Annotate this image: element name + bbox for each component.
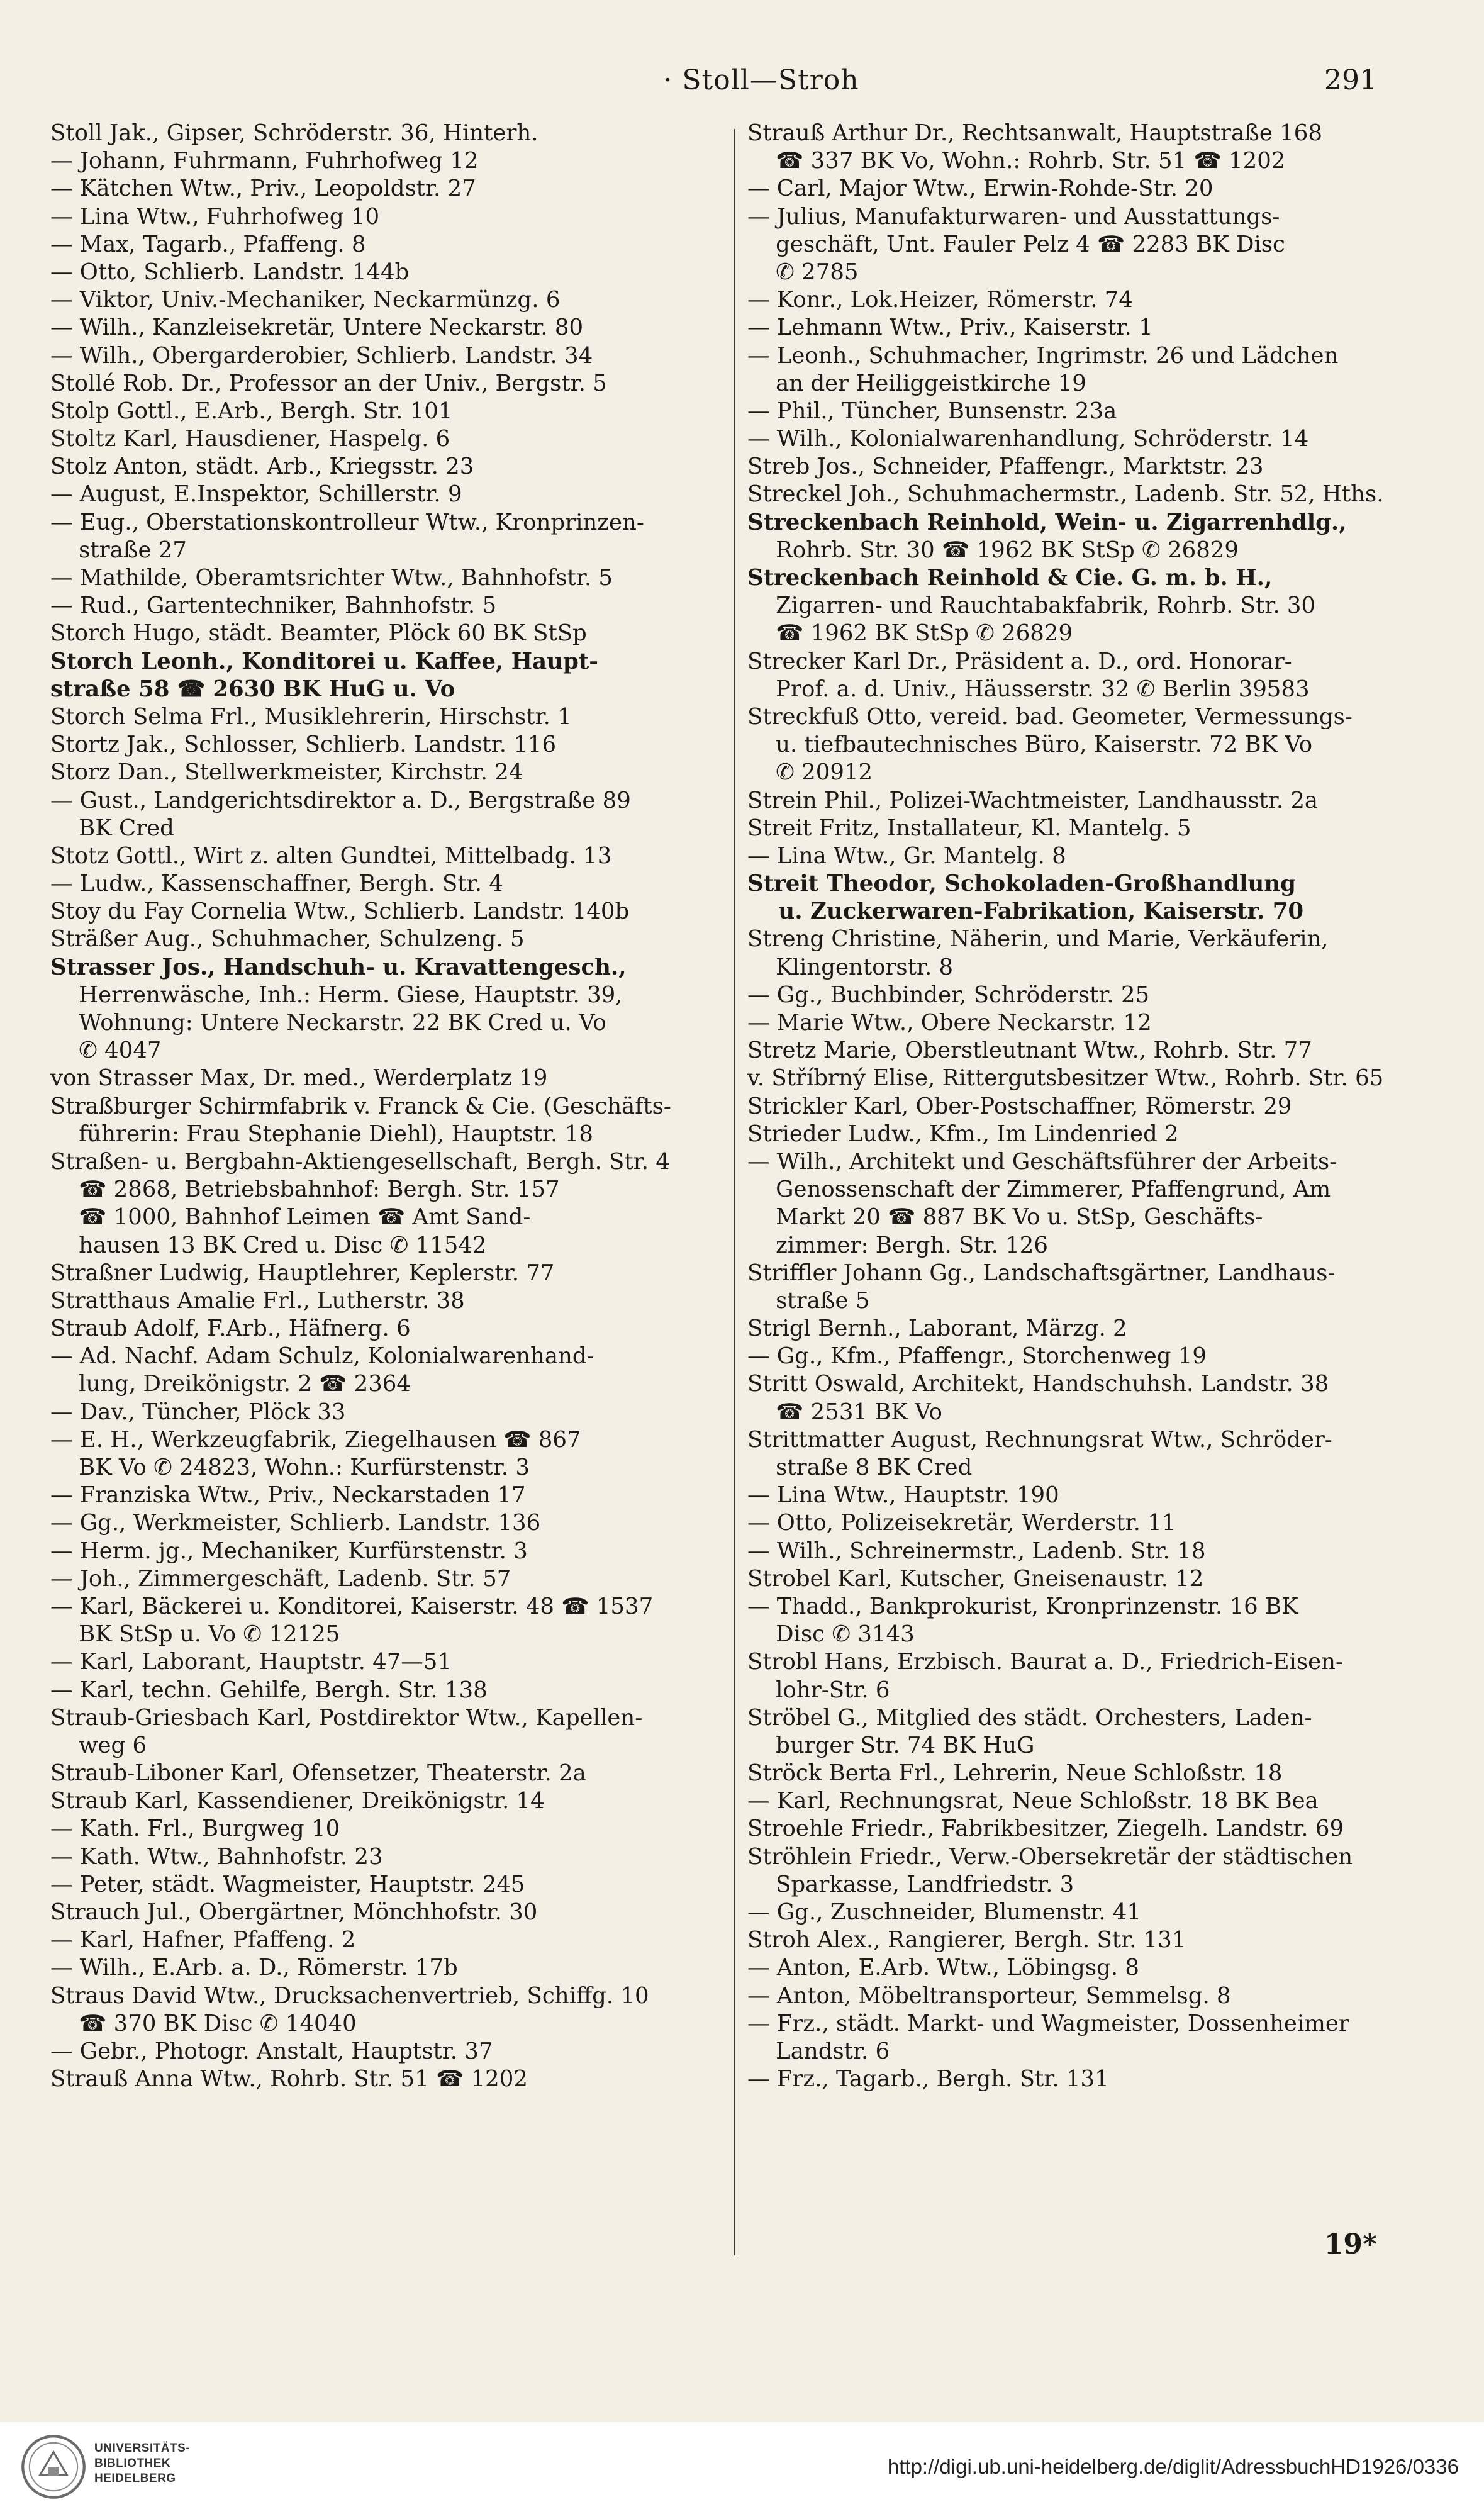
directory-entry: — Karl, Laborant, Hauptstr. 47—51 bbox=[50, 1649, 452, 1675]
directory-entry: — Joh., Zimmergeschäft, Ladenb. Str. 57 bbox=[50, 1565, 511, 1592]
page-number: 291 bbox=[1324, 64, 1377, 96]
directory-entry: Markt 20 ☎ 887 BK Vo u. StSp, Geschäfts- bbox=[747, 1204, 1263, 1231]
directory-entry: Ströck Berta Frl., Lehrerin, Neue Schloßstr. 18 bbox=[747, 1760, 1283, 1787]
directory-entry: Stolz Anton, städt. Arb., Kriegsstr. 23 bbox=[50, 454, 474, 480]
directory-entry: — Wilh., Architekt und Geschäftsführer der Arbeits- bbox=[747, 1148, 1337, 1175]
directory-entry: Strauch Jul., Obergärtner, Mönchhofstr. 30 bbox=[50, 1899, 538, 1925]
directory-entry: — Marie Wtw., Obere Neckarstr. 12 bbox=[747, 1010, 1152, 1036]
directory-entry: — Julius, Manufakturwaren- und Ausstattungs- bbox=[747, 203, 1280, 230]
directory-entry: — Eug., Oberstationskontrolleur Wtw., Kronprinzen- bbox=[50, 509, 644, 535]
directory-entry: ☎ 370 BK Disc ✆ 14040 bbox=[50, 2010, 357, 2036]
directory-entry: — Peter, städt. Wagmeister, Hauptstr. 245 bbox=[50, 1871, 525, 1897]
directory-entry: Strobl Hans, Erzbisch. Baurat a. D., Friedrich-Eisen- bbox=[747, 1649, 1343, 1675]
directory-entry: Strobel Karl, Kutscher, Gneisenaustr. 12 bbox=[747, 1565, 1204, 1592]
directory-entry: weg 6 bbox=[50, 1732, 147, 1758]
directory-entry: — August, E.Inspektor, Schillerstr. 9 bbox=[50, 481, 462, 508]
directory-entry: Strigl Bernh., Laborant, Märzg. 2 bbox=[747, 1316, 1127, 1342]
library-name bbox=[94, 2441, 190, 2486]
directory-entry: u. Zuckerwaren-Fabrikation, Kaiserstr. 70 bbox=[747, 898, 1304, 925]
directory-entry: führerin: Frau Stephanie Diehl), Hauptstr. 18 bbox=[50, 1120, 593, 1147]
directory-entry: — Gust., Landgerichtsdirektor a. D., Bergstraße 89 bbox=[50, 787, 631, 813]
library-line: UNIVERSITÄTS- bbox=[94, 2442, 191, 2455]
directory-entry: — Lina Wtw., Hauptstr. 190 bbox=[747, 1482, 1059, 1509]
directory-entry: straße 8 BK Cred bbox=[747, 1455, 973, 1480]
directory-entry: an der Heiliggeistkirche 19 bbox=[747, 370, 1086, 396]
directory-entry: Stoltz Karl, Hausdiener, Haspelg. 6 bbox=[50, 426, 450, 452]
directory-entry: — Lina Wtw., Gr. Mantelg. 8 bbox=[747, 842, 1066, 869]
directory-entry: Straßner Ludwig, Hauptlehrer, Keplerstr. 77 bbox=[50, 1260, 555, 1286]
directory-entry: ✆ 20912 bbox=[747, 759, 873, 786]
directory-entry: Wohnung: Untere Neckarstr. 22 BK Cred u. Vo bbox=[50, 1010, 606, 1036]
directory-entry: von Strasser Max, Dr. med., Werderplatz 19 bbox=[50, 1065, 548, 1092]
directory-entry: — Lina Wtw., Fuhrhofweg 10 bbox=[50, 203, 380, 230]
directory-entry: Stretz Marie, Oberstleutnant Wtw., Rohrb. Str. 77 bbox=[747, 1037, 1312, 1064]
directory-entry: Disc ✆ 3143 bbox=[747, 1621, 915, 1648]
directory-entry: — Wilh., Schreinermstr., Ladenb. Str. 18 bbox=[747, 1538, 1206, 1564]
directory-entry: Stroh Alex., Rangierer, Bergh. Str. 131 bbox=[747, 1927, 1186, 1953]
directory-entry: — Anton, Möbeltransporteur, Semmelsg. 8 bbox=[747, 1982, 1231, 2009]
library-line: BIBLIOTHEK bbox=[94, 2457, 171, 2470]
directory-entry: Strauß Anna Wtw., Rohrb. Str. 51 ☎ 1202 bbox=[50, 2066, 528, 2092]
directory-entry: — Mathilde, Oberamtsrichter Wtw., Bahnhofstr. 5 bbox=[50, 565, 613, 591]
directory-entry: — Karl, techn. Gehilfe, Bergh. Str. 138 bbox=[50, 1677, 488, 1703]
directory-entry: — Kätchen Wtw., Priv., Leopoldstr. 27 bbox=[50, 176, 476, 202]
directory-entry: Straub Karl, Kassendiener, Dreikönigstr. 14 bbox=[50, 1788, 545, 1814]
directory-entry: — Gg., Buchbinder, Schröderstr. 25 bbox=[747, 981, 1150, 1008]
directory-entry: ☎ 2531 BK Vo bbox=[747, 1399, 942, 1425]
directory-entry: BK Cred bbox=[50, 815, 174, 841]
directory-entry: Striffler Johann Gg., Landschaftsgärtner, Landhaus- bbox=[747, 1260, 1336, 1286]
running-head bbox=[0, 60, 1484, 111]
directory-entry: Ströhlein Friedr., Verw.-Obersekretär der städtischen bbox=[747, 1843, 1353, 1870]
directory-entry: Straßburger Schirmfabrik v. Franck & Cie. (Geschäfts- bbox=[50, 1093, 671, 1119]
directory-entry: — Gg., Kfm., Pfaffengr., Storchenweg 19 bbox=[747, 1343, 1207, 1370]
directory-entry: — Anton, E.Arb. Wtw., Löbingsg. 8 bbox=[747, 1955, 1139, 1981]
directory-entry: Storz Dan., Stellwerkmeister, Kirchstr. 24 bbox=[50, 759, 523, 786]
directory-entry: — Kath. Frl., Burgweg 10 bbox=[50, 1816, 340, 1842]
directory-entry: straße 58 ☎ 2630 BK HuG u. Vo bbox=[50, 676, 455, 702]
directory-entry: ☎ 1962 BK StSp ✆ 26829 bbox=[747, 620, 1073, 647]
directory-entry: lohr-Str. 6 bbox=[747, 1677, 890, 1703]
directory-entry: Prof. a. d. Univ., Häusserstr. 32 ✆ Berlin 39583 bbox=[747, 676, 1310, 702]
library-line: HEIDELBERG bbox=[94, 2472, 176, 2485]
directory-entry: — Rud., Gartentechniker, Bahnhofstr. 5 bbox=[50, 593, 497, 619]
directory-entry: Stoy du Fay Cornelia Wtw., Schlierb. Landstr. 140b bbox=[50, 898, 630, 925]
directory-entry: Storch Hugo, städt. Beamter, Plöck 60 BK StSp bbox=[50, 620, 587, 647]
directory-entry: Strittmatter August, Rechnungsrat Wtw., Schröder- bbox=[747, 1426, 1332, 1453]
directory-entry: Streckenbach Reinhold & Cie. G. m. b. H., bbox=[747, 565, 1273, 591]
directory-entry: Stoll Jak., Gipser, Schröderstr. 36, Hinterh. bbox=[50, 120, 538, 146]
directory-entry: — Wilh., Obergarderobier, Schlierb. Landstr. 34 bbox=[50, 342, 593, 369]
directory-entry: Ströbel G., Mitglied des städt. Orchesters, Laden- bbox=[747, 1704, 1312, 1731]
directory-entry: Streckfuß Otto, vereid. bad. Geometer, Vermessungs- bbox=[747, 703, 1353, 730]
directory-entry: Stollé Rob. Dr., Professor an der Univ., Bergstr. 5 bbox=[50, 370, 607, 396]
directory-entry: BK StSp u. Vo ✆ 12125 bbox=[50, 1621, 340, 1648]
column-divider bbox=[734, 129, 735, 2255]
directory-entry: Stolp Gottl., E.Arb., Bergh. Str. 101 bbox=[50, 398, 453, 424]
directory-entry: geschäft, Unt. Fauler Pelz 4 ☎ 2283 BK Disc bbox=[747, 231, 1285, 257]
directory-entry: Landstr. 6 bbox=[747, 2038, 890, 2064]
directory-entry: — Konr., Lok.Heizer, Römerstr. 74 bbox=[747, 287, 1133, 313]
directory-entry: — Viktor, Univ.-Mechaniker, Neckarmünzg. 6 bbox=[50, 287, 561, 313]
directory-entry: Storch Selma Frl., Musiklehrerin, Hirschstr. 1 bbox=[50, 703, 572, 730]
directory-entry: — Ad. Nachf. Adam Schulz, Kolonialwarenhand- bbox=[50, 1343, 594, 1370]
directory-entry: ✆ 4047 bbox=[50, 1037, 162, 1064]
directory-entry: — Wilh., Kolonialwarenhandlung, Schröderstr. 14 bbox=[747, 426, 1309, 452]
directory-entry: Stotz Gottl., Wirt z. alten Gundtei, Mittelbadg. 13 bbox=[50, 842, 612, 869]
directory-entry: — Gebr., Photogr. Anstalt, Hauptstr. 37 bbox=[50, 2038, 493, 2064]
directory-entry: — Herm. jg., Mechaniker, Kurfürstenstr. 3 bbox=[50, 1538, 528, 1564]
directory-entry: lung, Dreikönigstr. 2 ☎ 2364 bbox=[50, 1371, 411, 1397]
directory-entry: — Karl, Bäckerei u. Konditorei, Kaiserstr. 48 ☎ 1537 bbox=[50, 1593, 654, 1619]
directory-entry: BK Vo ✆ 24823, Wohn.: Kurfürstenstr. 3 bbox=[50, 1455, 530, 1480]
directory-entry: Stortz Jak., Schlosser, Schlierb. Landstr. 116 bbox=[50, 732, 557, 758]
directory-entry: Strein Phil., Polizei-Wachtmeister, Landhausstr. 2a bbox=[747, 787, 1319, 813]
directory-entry: — Karl, Hafner, Pfaffeng. 2 bbox=[50, 1927, 356, 1953]
directory-entry: straße 27 bbox=[50, 537, 187, 563]
directory-entry: Streit Theodor, Schokoladen-Großhandlung bbox=[747, 871, 1296, 897]
directory-entry: — Otto, Polizeisekretär, Werderstr. 11 bbox=[747, 1510, 1176, 1536]
directory-entry: Strieder Ludw., Kfm., Im Lindenried 2 bbox=[747, 1120, 1179, 1147]
directory-entry: zimmer: Bergh. Str. 126 bbox=[747, 1232, 1048, 1258]
directory-entry: Stritt Oswald, Architekt, Handschuhsh. Landstr. 38 bbox=[747, 1371, 1329, 1397]
directory-entry: ☎ 1000, Bahnhof Leimen ☎ Amt Sand- bbox=[50, 1204, 531, 1231]
directory-entry: Streng Christine, Näherin, und Marie, Verkäuferin, bbox=[747, 926, 1329, 953]
directory-entry: Zigarren- und Rauchtabakfabrik, Rohrb. Str. 30 bbox=[747, 593, 1316, 619]
directory-entry: — Lehmann Wtw., Priv., Kaiserstr. 1 bbox=[747, 315, 1153, 341]
directory-entry: — Phil., Tüncher, Bunsenstr. 23a bbox=[747, 398, 1117, 424]
directory-entry: — Otto, Schlierb. Landstr. 144b bbox=[50, 259, 410, 285]
directory-entry: — Leonh., Schuhmacher, Ingrimstr. 26 und Lädchen bbox=[747, 342, 1339, 369]
right-column bbox=[747, 120, 1446, 2093]
directory-entry: Straub-Liboner Karl, Ofensetzer, Theaterstr. 2a bbox=[50, 1760, 586, 1787]
directory-entry: — Ludw., Kassenschaffner, Bergh. Str. 4 bbox=[50, 871, 503, 897]
directory-entry: — E. H., Werkzeugfabrik, Ziegelhausen ☎ 867 bbox=[50, 1426, 581, 1453]
directory-entry: burger Str. 74 BK HuG bbox=[747, 1732, 1035, 1758]
directory-entry: — Kath. Wtw., Bahnhofstr. 23 bbox=[50, 1843, 383, 1870]
directory-entry: Sparkasse, Landfriedstr. 3 bbox=[747, 1871, 1074, 1897]
directory-entry: hausen 13 BK Cred u. Disc ✆ 11542 bbox=[50, 1232, 487, 1258]
running-title: · Stoll—Stroh bbox=[663, 64, 859, 96]
directory-entry: Strecker Karl Dr., Präsident a. D., ord. Honorar- bbox=[747, 648, 1292, 674]
directory-entry: Klingentorstr. 8 bbox=[747, 954, 954, 980]
directory-entry: Strauß Arthur Dr., Rechtsanwalt, Hauptstraße 168 bbox=[747, 120, 1322, 146]
directory-entry: — Wilh., E.Arb. a. D., Römerstr. 17b bbox=[50, 1955, 458, 1981]
directory-entry: — Johann, Fuhrmann, Fuhrhofweg 12 bbox=[50, 148, 479, 174]
university-seal-icon bbox=[20, 2433, 87, 2500]
directory-entry: Streckel Joh., Schuhmachermstr., Ladenb. Str. 52, Hths. bbox=[747, 481, 1384, 508]
directory-entry: Straub-Griesbach Karl, Postdirektor Wtw., Kapellen- bbox=[50, 1704, 643, 1731]
directory-entry: Streit Fritz, Installateur, Kl. Mantelg. 5 bbox=[747, 815, 1191, 841]
directory-entry: — Karl, Rechnungsrat, Neue Schloßstr. 18 BK Bea bbox=[747, 1788, 1319, 1814]
directory-entry: Storch Leonh., Konditorei u. Kaffee, Haupt- bbox=[50, 648, 598, 674]
directory-entry: Sträßer Aug., Schuhmacher, Schulzeng. 5 bbox=[50, 926, 525, 953]
directory-entry: u. tiefbautechnisches Büro, Kaiserstr. 72 BK Vo bbox=[747, 732, 1313, 758]
directory-entry: Streb Jos., Schneider, Pfaffengr., Marktstr. 23 bbox=[747, 454, 1264, 480]
directory-entry: — Max, Tagarb., Pfaffeng. 8 bbox=[50, 231, 366, 257]
directory-entry: — Thadd., Bankprokurist, Kronprinzenstr. 16 BK bbox=[747, 1593, 1298, 1619]
source-url-link[interactable]: http://digi.ub.uni-heidelberg.de/diglit/AdressbuchHD1926/0336 bbox=[887, 2455, 1459, 2478]
directory-entry: straße 5 bbox=[747, 1287, 870, 1314]
directory-entry: Herrenwäsche, Inh.: Herm. Giese, Hauptstr. 39, bbox=[50, 981, 623, 1008]
directory-entry: Stratthaus Amalie Frl., Lutherstr. 38 bbox=[50, 1287, 465, 1314]
directory-entry: ☎ 2868, Betriebsbahnhof: Bergh. Str. 157 bbox=[50, 1176, 560, 1203]
directory-entry: Straus David Wtw., Drucksachenvertrieb, Schiffg. 10 bbox=[50, 1982, 649, 2009]
directory-entry: Stroehle Friedr., Fabrikbesitzer, Ziegelh. Landstr. 69 bbox=[747, 1816, 1344, 1842]
directory-entry: — Carl, Major Wtw., Erwin-Rohde-Str. 20 bbox=[747, 176, 1213, 202]
directory-entry: — Gg., Zuschneider, Blumenstr. 41 bbox=[747, 1899, 1141, 1925]
directory-entry: — Franziska Wtw., Priv., Neckarstaden 17 bbox=[50, 1482, 526, 1509]
directory-entry: — Dav., Tüncher, Plöck 33 bbox=[50, 1399, 346, 1425]
directory-entry: ☎ 337 BK Vo, Wohn.: Rohrb. Str. 51 ☎ 1202 bbox=[747, 148, 1286, 174]
left-column bbox=[50, 120, 733, 2093]
directory-entry: Genossenschaft der Zimmerer, Pfaffengrund, Am bbox=[747, 1176, 1331, 1203]
directory-entry: Straßen- u. Bergbahn-Aktiengesellschaft, Bergh. Str. 4 bbox=[50, 1148, 670, 1175]
directory-entry: Rohrb. Str. 30 ☎ 1962 BK StSp ✆ 26829 bbox=[747, 537, 1239, 563]
directory-entry: Streckenbach Reinhold, Wein- u. Zigarrenhdlg., bbox=[747, 509, 1347, 535]
directory-entry: — Frz., Tagarb., Bergh. Str. 131 bbox=[747, 2066, 1109, 2092]
directory-entry: — Wilh., Kanzleisekretär, Untere Neckarstr. 80 bbox=[50, 315, 584, 341]
directory-entry: ✆ 2785 bbox=[747, 259, 859, 285]
directory-entry: Strasser Jos., Handschuh- u. Kravattengesch., bbox=[50, 954, 627, 980]
directory-entry: Strickler Karl, Ober-Postschaffner, Römerstr. 29 bbox=[747, 1093, 1292, 1119]
directory-entry: v. Stříbrný Elise, Rittergutsbesitzer Wtw., Rohrb. Str. 65 bbox=[747, 1065, 1384, 1092]
directory-entry: — Gg., Werkmeister, Schlierb. Landstr. 136 bbox=[50, 1510, 541, 1536]
signature-mark: 19* bbox=[1324, 2228, 1377, 2260]
directory-entry: Straub Adolf, F.Arb., Häfnerg. 6 bbox=[50, 1316, 411, 1342]
directory-entry: — Frz., städt. Markt- und Wagmeister, Dossenheimer bbox=[747, 2010, 1349, 2036]
